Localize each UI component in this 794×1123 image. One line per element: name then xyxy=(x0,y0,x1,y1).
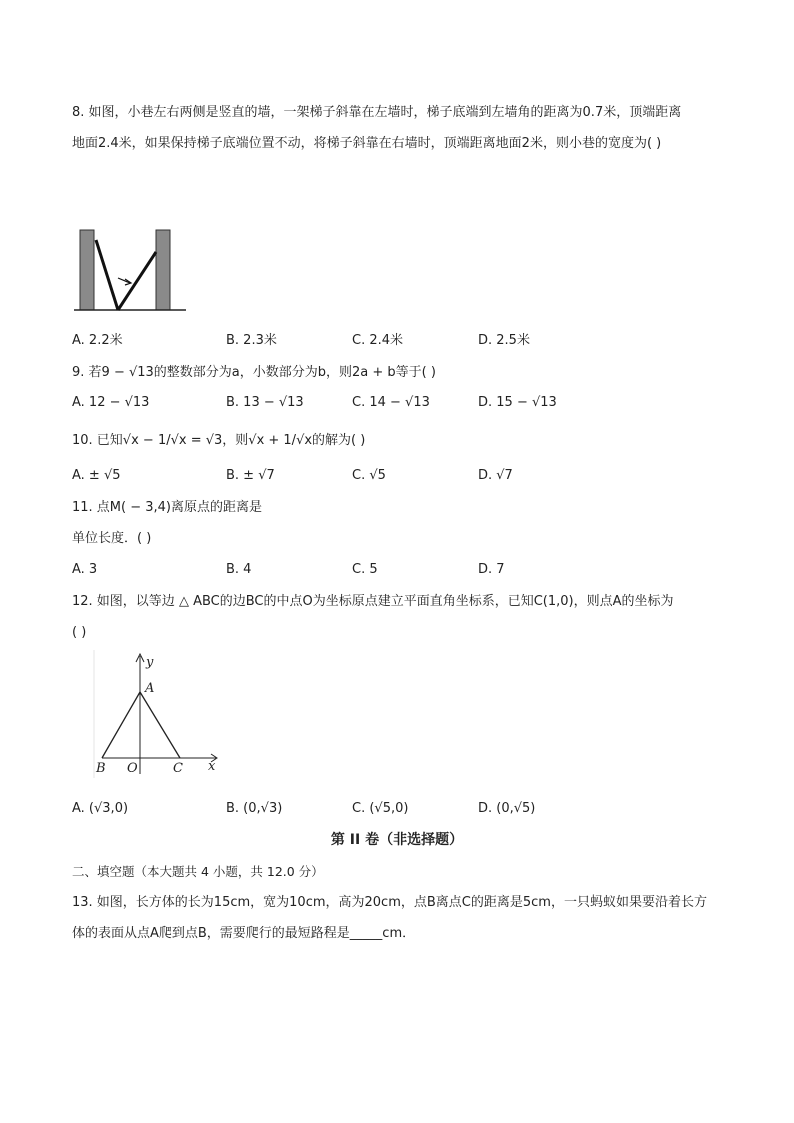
q8-ladder-figure xyxy=(74,226,186,316)
q10-option-d[interactable]: D. √7 xyxy=(478,468,513,483)
q8-option-c[interactable]: C. 2.4米 xyxy=(352,333,404,348)
q11-option-a[interactable]: A. 3 xyxy=(72,562,98,577)
side-ab xyxy=(102,692,140,758)
q8-option-b[interactable]: B. 2.3米 xyxy=(226,333,277,348)
q12-option-c[interactable]: C. (√5,0) xyxy=(352,801,409,816)
q12-option-b[interactable]: B. (0,√3) xyxy=(226,801,283,816)
q9-option-b[interactable]: B. 13 − √13 xyxy=(226,395,304,410)
q8-option-d[interactable]: D. 2.5米 xyxy=(478,333,530,348)
q10-stem: 10. 已知√x − 1/√x = √3，则√x + 1/√x的解为( ) xyxy=(72,433,366,448)
right-wall xyxy=(156,230,170,310)
q13-stem-line2: 体的表面从点A爬到点B，需要爬行的最短路程是_____cm． xyxy=(72,926,416,941)
q12-option-a[interactable]: A. (√3,0) xyxy=(72,801,129,816)
q12-options xyxy=(72,800,632,818)
q11-options xyxy=(72,561,632,579)
label-y: y xyxy=(146,655,154,670)
q9-option-a[interactable]: A. 12 − √13 xyxy=(72,395,150,410)
section-title: 第 II 卷（非选择题） xyxy=(330,832,464,848)
q8-option-a[interactable]: A. 2.2米 xyxy=(72,333,123,348)
label-b: B xyxy=(96,761,106,776)
q9-option-c[interactable]: C. 14 − √13 xyxy=(352,395,430,410)
q12-stem-line2: ( ) xyxy=(72,625,87,640)
left-wall xyxy=(80,230,94,310)
q11-stem-line1: 11. 点M( − 3,4)离原点的距离是 xyxy=(72,500,262,515)
label-o: O xyxy=(127,761,138,776)
q12-stem-line1: 12. 如图，以等边 △ ABC的边BC的中点O为坐标原点建立平面直角坐标系，已知C(1,0)，则点A的坐标为 xyxy=(72,594,674,609)
q12-option-d[interactable]: D. (0,√5) xyxy=(478,801,536,816)
q10-option-c[interactable]: C. √5 xyxy=(352,468,386,483)
q8-stem-line2: 地面2.4米，如果保持梯子底端位置不动，将梯子斜靠在右墙时，顶端距离地面2米，则小巷的宽度为( ) xyxy=(72,136,662,151)
label-x: x xyxy=(208,759,216,774)
q11-option-d[interactable]: D. 7 xyxy=(478,562,505,577)
ladder-left xyxy=(96,240,118,310)
q11-option-c[interactable]: C. 5 xyxy=(352,562,378,577)
q11-option-b[interactable]: B. 4 xyxy=(226,562,252,577)
label-a: A xyxy=(145,681,155,696)
q9-options xyxy=(72,394,632,412)
q9-stem: 9. 若9 − √13的整数部分为a，小数部分为b，则2a + b等于( ) xyxy=(72,365,436,380)
q10-options xyxy=(72,467,632,485)
q9-option-d[interactable]: D. 15 − √13 xyxy=(478,395,557,410)
q12-triangle-figure xyxy=(92,650,224,778)
q8-options xyxy=(72,332,632,350)
q13-stem-line1: 13. 如图，长方体的长为15cm，宽为10cm，高为20cm，点B离点C的距离是5cm，一只蚂蚁如果要沿着长方 xyxy=(72,895,707,910)
q11-stem-line2: 单位长度．( ) xyxy=(72,531,152,546)
label-c: C xyxy=(173,761,183,776)
q10-option-b[interactable]: B. ± √7 xyxy=(226,468,275,483)
side-ac xyxy=(140,692,180,758)
q8-stem-line1: 8. 如图，小巷左右两侧是竖直的墙，一架梯子斜靠在左墙时，梯子底端到左墙角的距离为0.7米，顶端距离 xyxy=(72,105,682,120)
q10-option-a[interactable]: A. ± √5 xyxy=(72,468,121,483)
section-heading: 二、填空题（本大题共 4 小题，共 12.0 分） xyxy=(72,864,324,879)
